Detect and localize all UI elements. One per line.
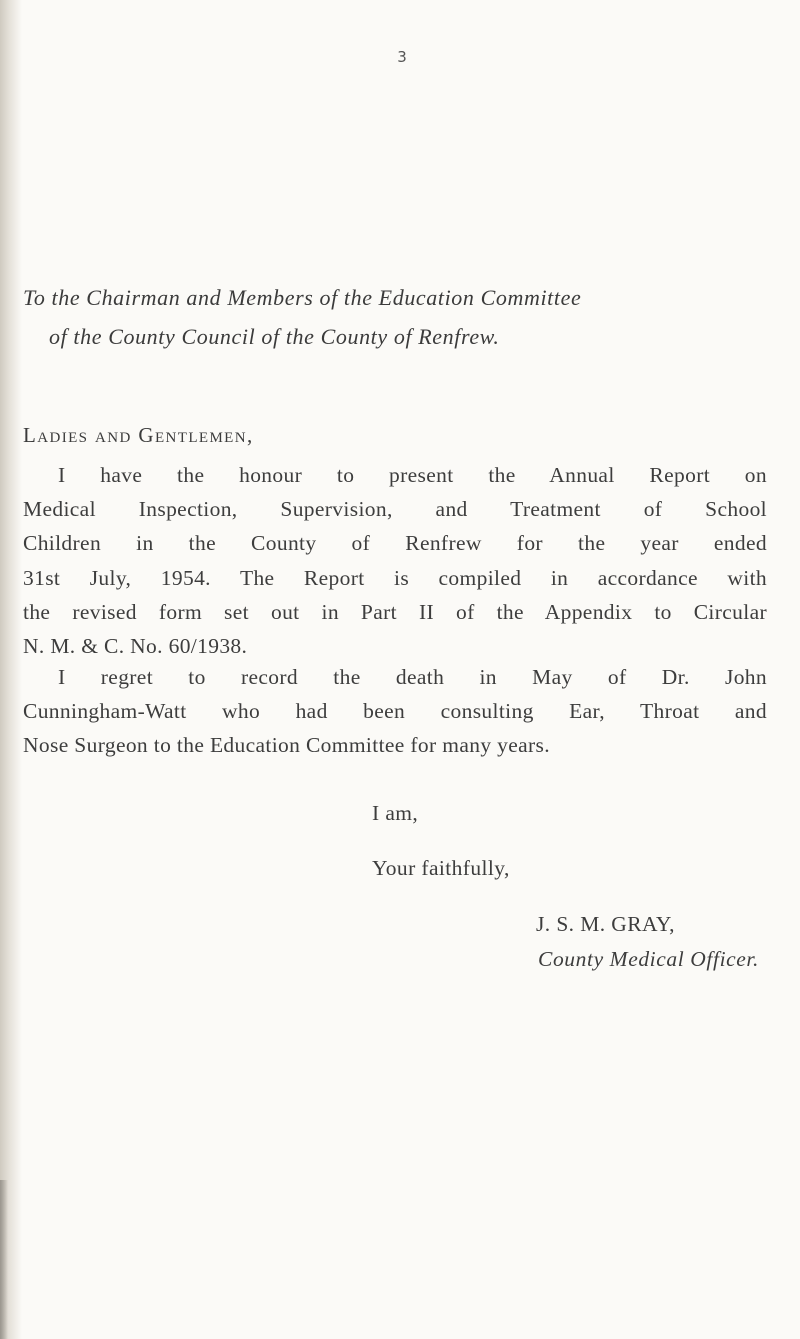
binding-shadow-lower <box>0 1180 8 1339</box>
paragraph-line: 31st July, 1954. The Report is compiled in accordance with <box>23 565 767 590</box>
addressee-line-2: of the County Council of the County of Renfrew. <box>49 324 500 349</box>
signatory-name: J. S. M. GRAY, <box>536 912 675 936</box>
paragraph-report <box>23 458 767 663</box>
paragraph-line: the revised form set out in Part II of the Appendix to Circular <box>23 599 767 624</box>
paragraph-line: Cunningham-Watt who had been consulting Ear, Throat and <box>23 699 767 724</box>
page-number: 3 <box>397 48 407 66</box>
binding-shadow <box>0 0 22 1339</box>
addressee-line-1: To the Chairman and Members of the Education Committee <box>23 285 582 310</box>
paragraph-line: Children in the County of Renfrew for the year ended <box>23 531 767 556</box>
paragraph-line: N. M. & C. No. 60/1938. <box>23 634 248 659</box>
closing-yours: Your faithfully, <box>372 856 510 880</box>
closing-i-am: I am, <box>372 801 419 825</box>
paragraph-line: Medical Inspection, Supervision, and Treatment of School <box>23 497 767 522</box>
signatory-title: County Medical Officer. <box>538 947 759 971</box>
paragraph-obituary <box>23 660 767 763</box>
paragraph-line: I regret to record the death in May of Dr. John <box>58 665 767 689</box>
addressee-block <box>23 278 783 356</box>
paragraph-line: Nose Surgeon to the Education Committee for many years. <box>23 733 550 758</box>
paragraph-line: I have the honour to present the Annual Report on <box>58 463 767 487</box>
salutation: Ladies and Gentlemen, <box>23 423 254 447</box>
